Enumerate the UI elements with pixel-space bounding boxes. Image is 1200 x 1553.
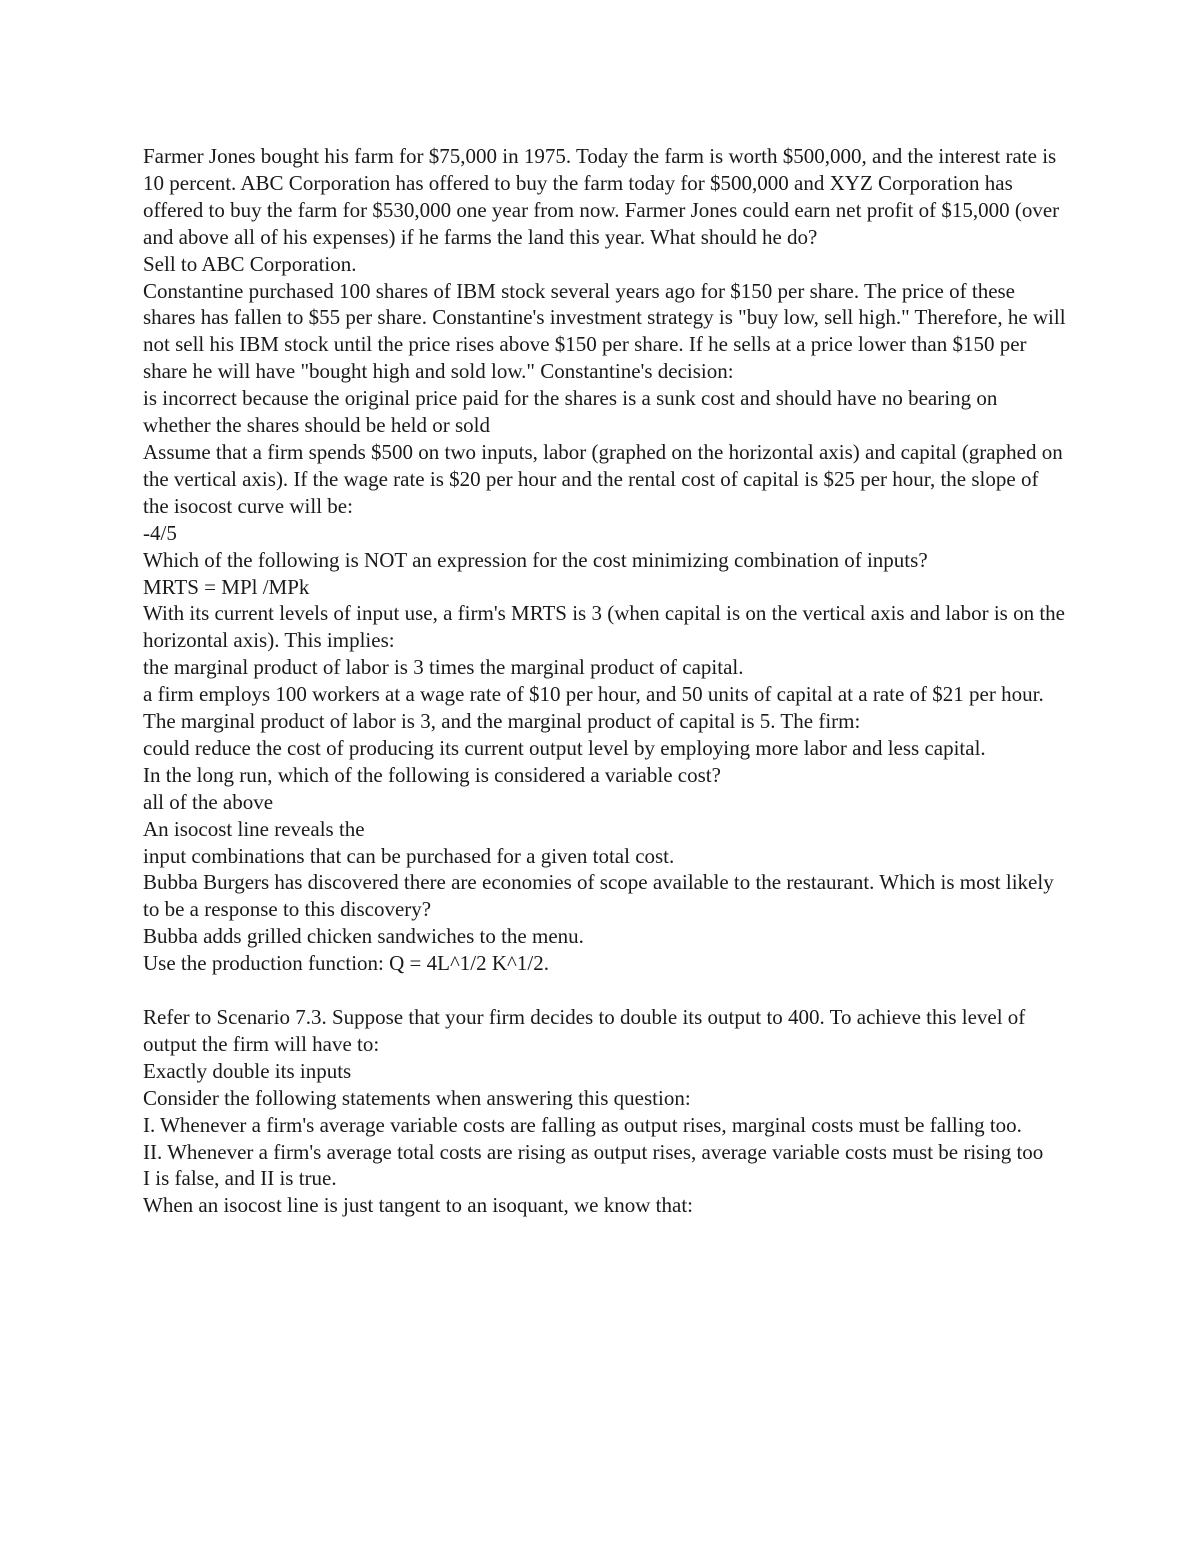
- answer-isocost-line: input combinations that can be purchased for a given total cost.: [143, 843, 675, 868]
- answer-farmer-jones: Sell to ABC Corporation.: [143, 251, 357, 276]
- question-statements: Consider the following statements when answering this question:: [143, 1085, 691, 1110]
- answer-scenario-7-3: Exactly double its inputs: [143, 1058, 352, 1083]
- question-isocost-slope: Assume that a firm spends $500 on two inputs, labor (graphed on the horizontal axis) and capital (graphed on the vertical axis). If the wage rate is $20 per hour and the rental cost of capital is $25 per hour, the slope of the isocost curve will be:: [143, 439, 1063, 518]
- question-mrts: With its current levels of input use, a firm's MRTS is 3 (when capital is on the vertical axis and labor is on the horizontal axis). This implies:: [143, 601, 1065, 653]
- question-isocost-line: An isocost line reveals the: [143, 816, 365, 841]
- question-farmer-jones: Farmer Jones bought his farm for $75,000 in 1975. Today the farm is worth $500,000, and the interest rate is 10 percent. ABC Corporation has offered to buy the farm today for $500,000 and XYZ Corporation has offered to buy the farm for $530,000 one year from now. Farmer Jones could earn net profit of $15,000 (over and above all of his expenses) if he farms the land this year. What should he do?: [143, 144, 1060, 249]
- answer-cost-minimizing: MRTS = MPl /MPk: [143, 574, 310, 599]
- answer-isocost-slope: -4/5: [143, 520, 177, 545]
- document-text: [143, 143, 1068, 1219]
- answer-bubba-burgers: Bubba adds grilled chicken sandwiches to the menu.: [143, 924, 584, 949]
- statement-two: II. Whenever a firm's average total costs are rising as output rises, average variable costs must be rising too: [143, 1139, 1044, 1164]
- question-constantine: Constantine purchased 100 shares of IBM stock several years ago for $150 per share. The price of these shares has fallen to $55 per share. Constantine's investment strategy is "buy low, sell high." Therefore, he will not sell his IBM stock until the price rises above $150 per share. If he sells at a price lower than $150 per share he will have "bought high and sold low." Constantine's decision:: [143, 278, 1066, 384]
- answer-statements: I is false, and II is true.: [143, 1166, 337, 1191]
- answer-long-run: all of the above: [143, 789, 274, 814]
- answer-constantine: is incorrect because the original price paid for the shares is a sunk cost and should have no bearing on whether the shares should be held or sold: [143, 386, 998, 438]
- question-firm-employs: a firm employs 100 workers at a wage rate of $10 per hour, and 50 units of capital at a rate of $21 per hour. The marginal product of labor is 3, and the marginal product of capital is 5. The firm:: [143, 682, 1044, 734]
- answer-firm-employs: could reduce the cost of producing its current output level by employing more labor and less capital.: [143, 735, 986, 760]
- question-cost-minimizing: Which of the following is NOT an expression for the cost minimizing combination of inputs?: [143, 547, 928, 572]
- blank-line: [143, 977, 1068, 1004]
- question-long-run: In the long run, which of the following is considered a variable cost?: [143, 762, 721, 787]
- question-tangent: When an isocost line is just tangent to an isoquant, we know that:: [143, 1193, 693, 1218]
- question-bubba-burgers: Bubba Burgers has discovered there are economies of scope available to the restaurant. Which is most likely to be a response to this discovery?: [143, 870, 1054, 922]
- production-function: Use the production function: Q = 4L^1/2 K^1/2.: [143, 951, 549, 976]
- statement-one: I. Whenever a firm's average variable costs are falling as output rises, marginal costs must be falling too.: [143, 1112, 1022, 1137]
- question-scenario-7-3: Refer to Scenario 7.3. Suppose that your firm decides to double its output to 400. To achieve this level of output the firm will have to:: [143, 1004, 1026, 1056]
- answer-mrts: the marginal product of labor is 3 times the marginal product of capital.: [143, 655, 744, 680]
